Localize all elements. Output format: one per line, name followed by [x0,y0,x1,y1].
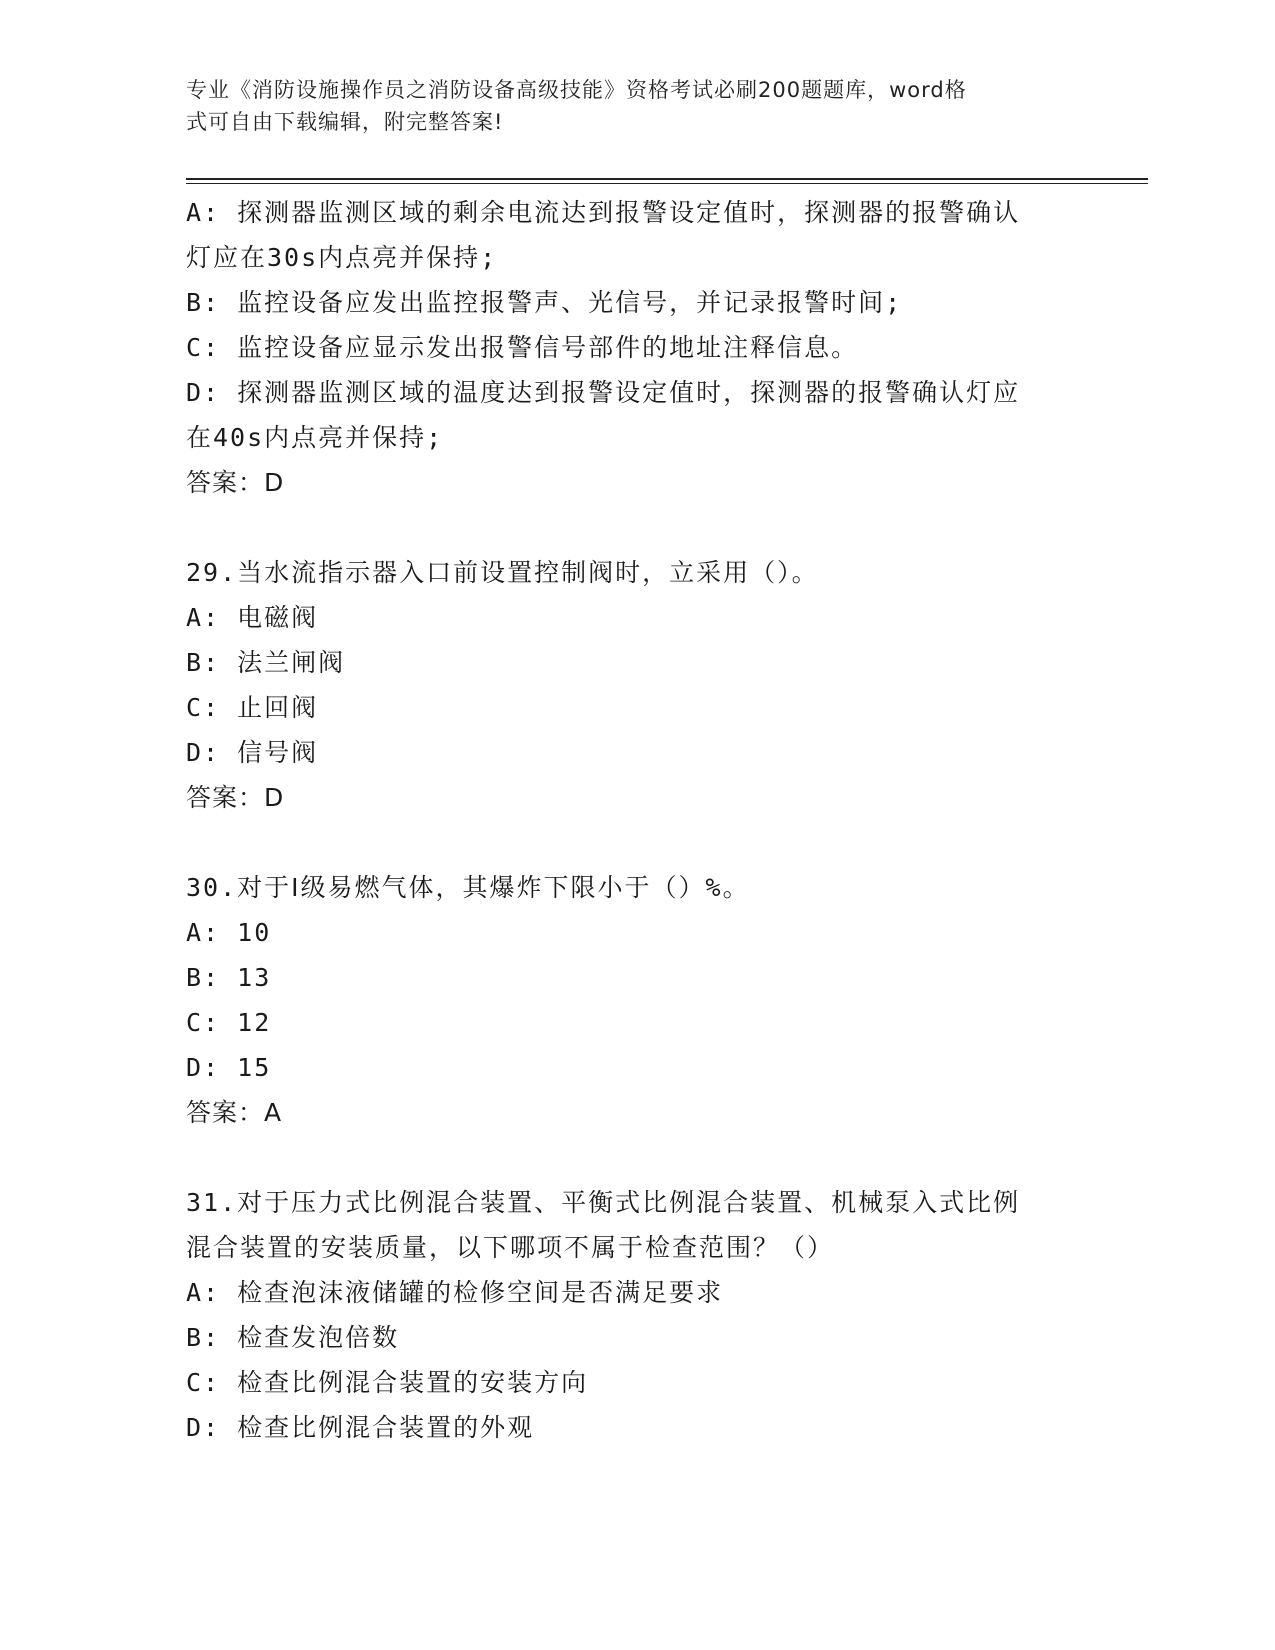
q28-answer: 答案：D [186,468,285,497]
q30-option-b: B: 13 [186,963,272,992]
q31-question-line-1: 31.对于压力式比例混合装置、平衡式比例混合装置、机械泵入式比例 [186,1188,1021,1217]
header-divider-thick [186,178,1148,180]
question-28-block [186,190,1086,505]
spacer [186,1135,1086,1180]
header-title-line-1: 专业《消防设施操作员之消防设备高级技能》资格考试必刷200题题库，word格 [186,78,967,102]
question-31-block [186,1180,1086,1450]
q30-answer: 答案：A [186,1098,283,1127]
q29-question: 29.当水流指示器入口前设置控制阀时，立采用（）。 [186,558,819,587]
q31-option-c: C: 检查比例混合装置的安装方向 [186,1368,589,1397]
header-title-line-2: 式可自由下载编辑，附完整答案! [186,110,504,134]
q28-option-a-line-2: 灯应在30s内点亮并保持; [186,243,498,272]
q28-option-c: C: 监控设备应显示发出报警信号部件的地址注释信息。 [186,333,859,362]
document-header [186,74,1066,138]
q31-option-a: A: 检查泡沫液储罐的检修空间是否满足要求 [186,1278,724,1307]
q31-question-line-2: 混合装置的安装质量，以下哪项不属于检查范围？（） [186,1233,835,1262]
question-30-block [186,865,1086,1135]
q30-option-a: A: 10 [186,918,272,947]
q30-question: 30.对于Ⅰ级易燃气体，其爆炸下限小于（）%。 [186,873,750,902]
header-divider-thin [186,183,1148,184]
spacer [186,505,1086,550]
q28-option-d-line-1: D: 探测器监测区域的温度达到报警设定值时，探测器的报警确认灯应 [186,378,1021,407]
question-list [186,190,1086,1450]
q31-option-b: B: 检查发泡倍数 [186,1323,400,1352]
q29-option-c: C: 止回阀 [186,693,319,722]
q28-option-a-line-1: A: 探测器监测区域的剩余电流达到报警设定值时，探测器的报警确认 [186,198,1021,227]
q29-option-a: A: 电磁阀 [186,603,319,632]
q31-option-d: D: 检查比例混合装置的外观 [186,1413,535,1442]
q29-option-d: D: 信号阀 [186,738,319,767]
q29-option-b: B: 法兰闸阀 [186,648,346,677]
q30-option-c: C: 12 [186,1008,272,1037]
spacer [186,820,1086,865]
q30-option-d: D: 15 [186,1053,272,1082]
q28-option-d-line-2: 在40s内点亮并保持; [186,423,444,452]
q29-answer: 答案：D [186,783,285,812]
q28-option-b: B: 监控设备应发出监控报警声、光信号，并记录报警时间; [186,288,903,317]
question-29-block [186,550,1086,820]
